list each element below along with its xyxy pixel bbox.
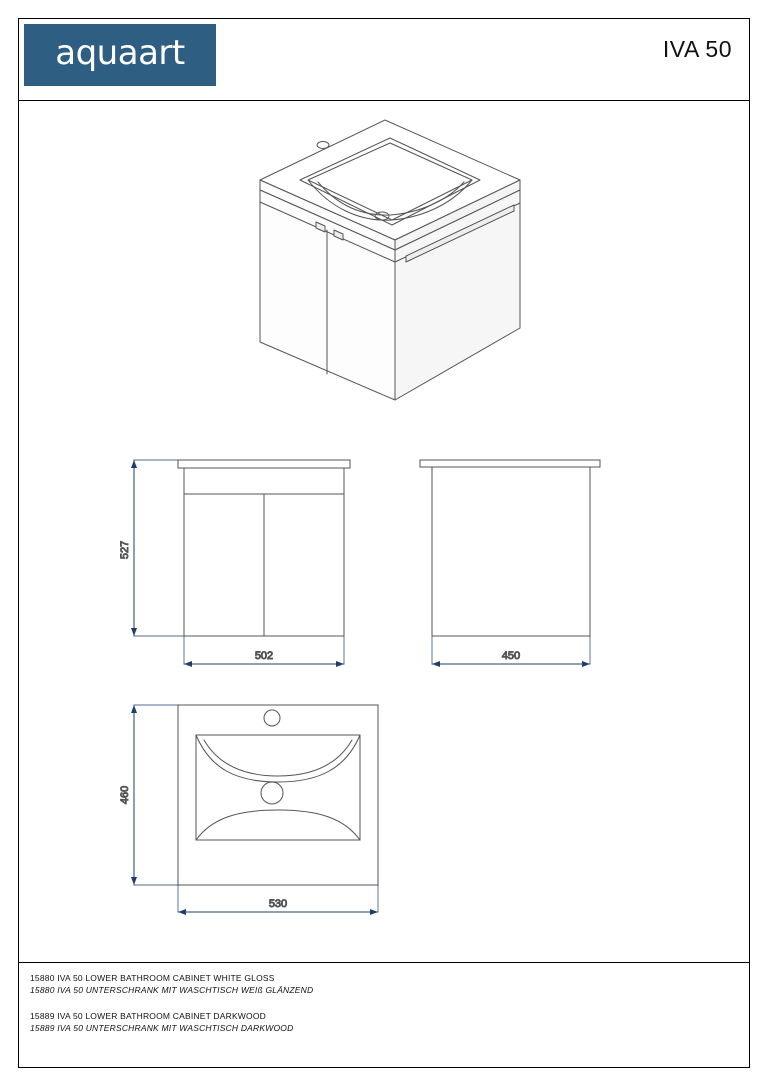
legend-item-de: 15880 IVA 50 UNTERSCHRANK MIT WASCHTISCH WEIß GLÄNZEND (30, 985, 314, 995)
product-legend (30, 972, 630, 1048)
front-height-dimension: 527 (119, 540, 131, 560)
legend-item-en: 15880 IVA 50 LOWER BATHROOM CABINET WHITE GLOSS (30, 973, 275, 983)
legend-item (30, 972, 630, 996)
top-view (120, 690, 400, 930)
legend-item (30, 1010, 630, 1034)
footer-divider (19, 962, 749, 963)
top-depth-dimension: 460 (119, 785, 131, 805)
brand-logo (24, 24, 216, 86)
brand-logo-text: aquaart (55, 33, 185, 73)
top-width-dimension: 530 (268, 898, 288, 910)
legend-item-en: 15889 IVA 50 LOWER BATHROOM CABINET DARKWOOD (30, 1011, 266, 1021)
legend-item-de: 15889 IVA 50 UNTERSCHRANK MIT WASCHTISCH DARKWOOD (30, 1023, 294, 1033)
side-width-dimension: 450 (501, 650, 521, 662)
page-title: IVA 50 (662, 36, 732, 62)
header-divider (19, 100, 749, 101)
front-width-dimension: 502 (254, 650, 274, 662)
perspective-view (230, 110, 550, 430)
side-elevation (412, 450, 642, 690)
front-elevation (120, 450, 380, 690)
